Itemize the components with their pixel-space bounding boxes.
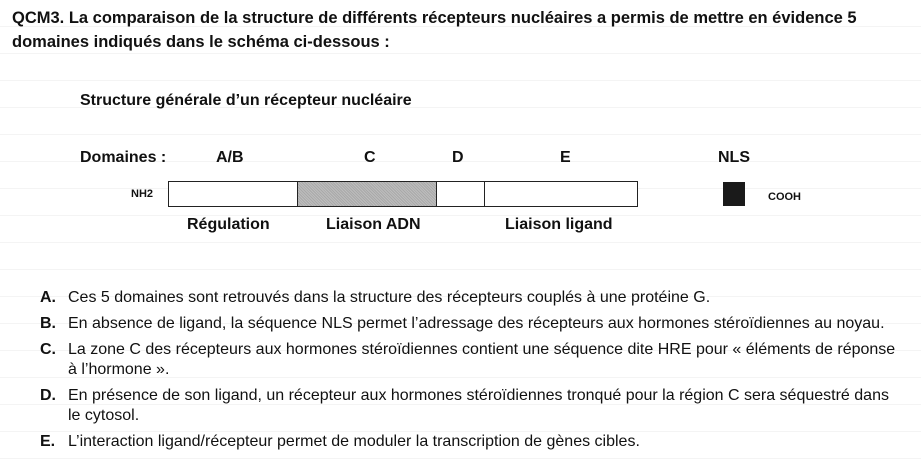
segment-c [297,182,437,206]
domain-label-e: E [560,149,571,166]
option-letter: E. [40,433,56,450]
option-letter: D. [40,387,56,404]
segment-ab [169,182,297,206]
function-regulation: Régulation [187,216,270,233]
option-b[interactable] [40,314,900,334]
question-title: QCM3. La comparaison de la structure de différents récepteurs nucléaires a permis de mettre en évidence 5 domaines indiqués dans le schéma ci-dessous : [12,9,857,51]
domain-label-c: C [364,149,376,166]
option-c[interactable] [40,340,900,380]
segment-e [485,182,615,206]
answer-options [40,288,900,458]
domain-label-nls: NLS [718,149,750,166]
option-d[interactable] [40,386,900,426]
option-a[interactable] [40,288,900,308]
segment-nls [723,182,745,206]
option-letter: C. [40,341,56,358]
domain-label-d: D [452,149,464,166]
option-letter: A. [40,289,56,306]
cooh-terminus: COOH [768,191,801,203]
function-dna-binding: Liaison ADN [326,216,421,233]
function-ligand-binding: Liaison ligand [505,216,613,233]
domain-label-ab: A/B [216,149,244,166]
option-text: Ces 5 domaines sont retrouvés dans la structure des récepteurs couplés à une protéine G. [68,289,711,306]
option-text: En présence de son ligand, un récepteur aux hormones stéroïdiennes tronqué pour la région C sera séquestré dans le cytosol. [68,387,889,424]
option-letter: B. [40,315,56,332]
nh2-terminus: NH2 [131,188,154,200]
option-text: La zone C des récepteurs aux hormones stéroïdiennes contient une séquence dite HRE pour « éléments de réponse à l’hormone ». [68,341,896,378]
segment-d [437,182,485,206]
option-e[interactable] [40,432,900,452]
receptor-structure-bar [168,181,638,207]
option-text: L’interaction ligand/récepteur permet de moduler la transcription de gènes cibles. [68,433,640,450]
option-text: En absence de ligand, la séquence NLS permet l’adressage des récepteurs aux hormones stéroïdiennes au noyau. [68,315,885,332]
domains-label: Domaines : [80,149,167,166]
diagram-title: Structure générale d’un récepteur nucléaire [80,92,412,109]
